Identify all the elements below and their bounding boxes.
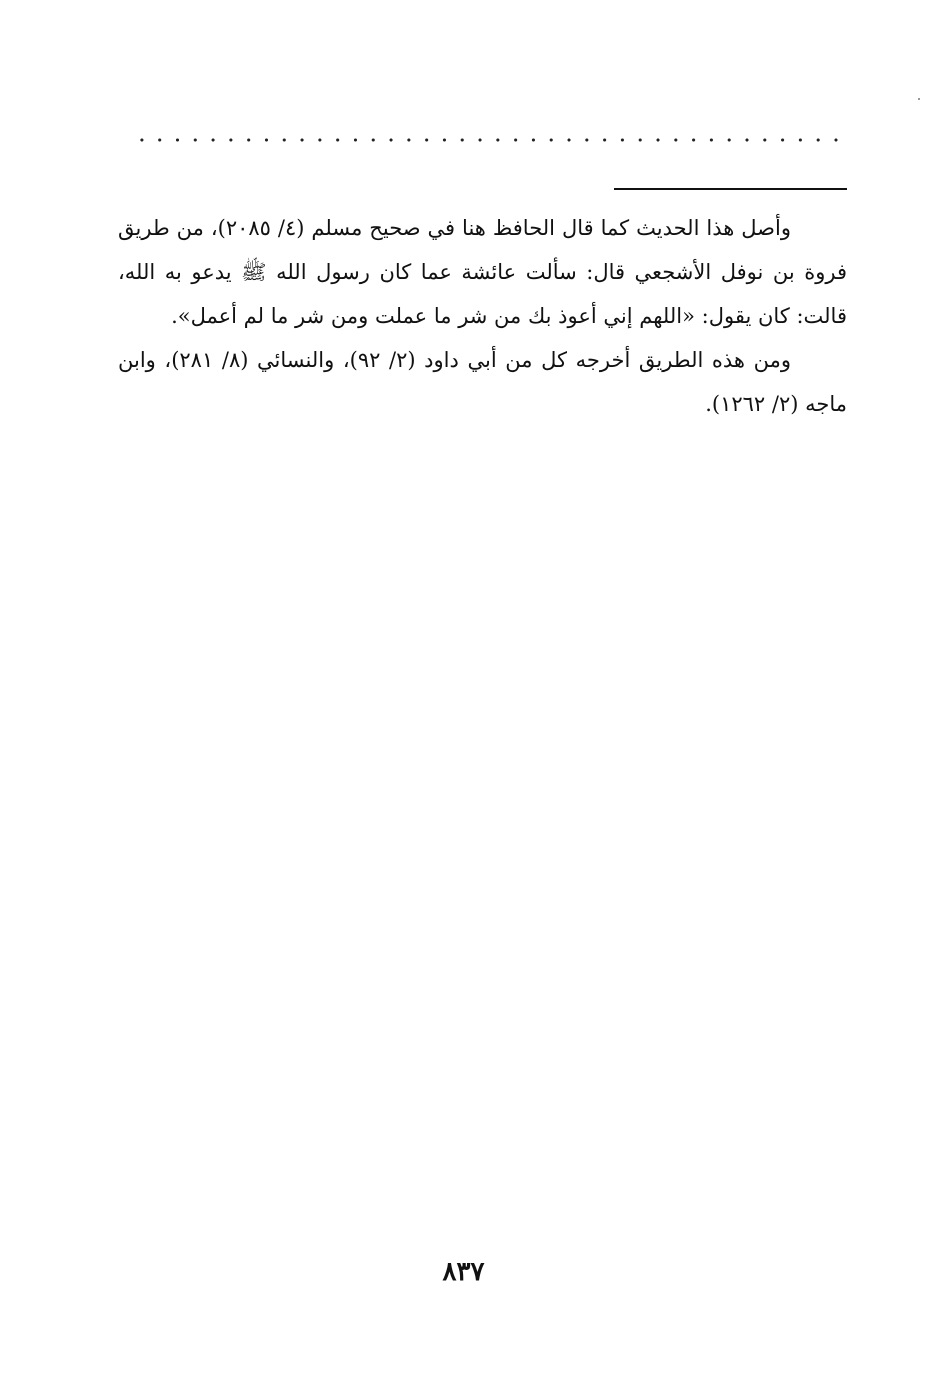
footnote-block [118,206,847,426]
dotted-separator [133,137,845,143]
footnote-paragraph-1: وأصل هذا الحديث كما قال الحافظ هنا في صحيح مسلم (٤/ ٢٠٨٥)، من طريق فروة بن نوفل الأشجعي قال: سألت عائشة عما كان رسول الله ﷺ يدعو به الله، قالت: كان يقول: «اللهم إني أعوذ بك من شر ما عملت ومن شر ما لم أعمل». [118,216,847,328]
page-number: ٨٣٧ [442,1257,485,1287]
footnote-paragraph-2: ومن هذه الطريق أخرجه كل من أبي داود (٢/ ٩٢)، والنسائي (٨/ ٢٨١)، وابن ماجه (٢/ ١٢٦٢). [118,348,847,416]
footnote-separator-line [614,188,847,190]
margin-speck [918,98,920,100]
